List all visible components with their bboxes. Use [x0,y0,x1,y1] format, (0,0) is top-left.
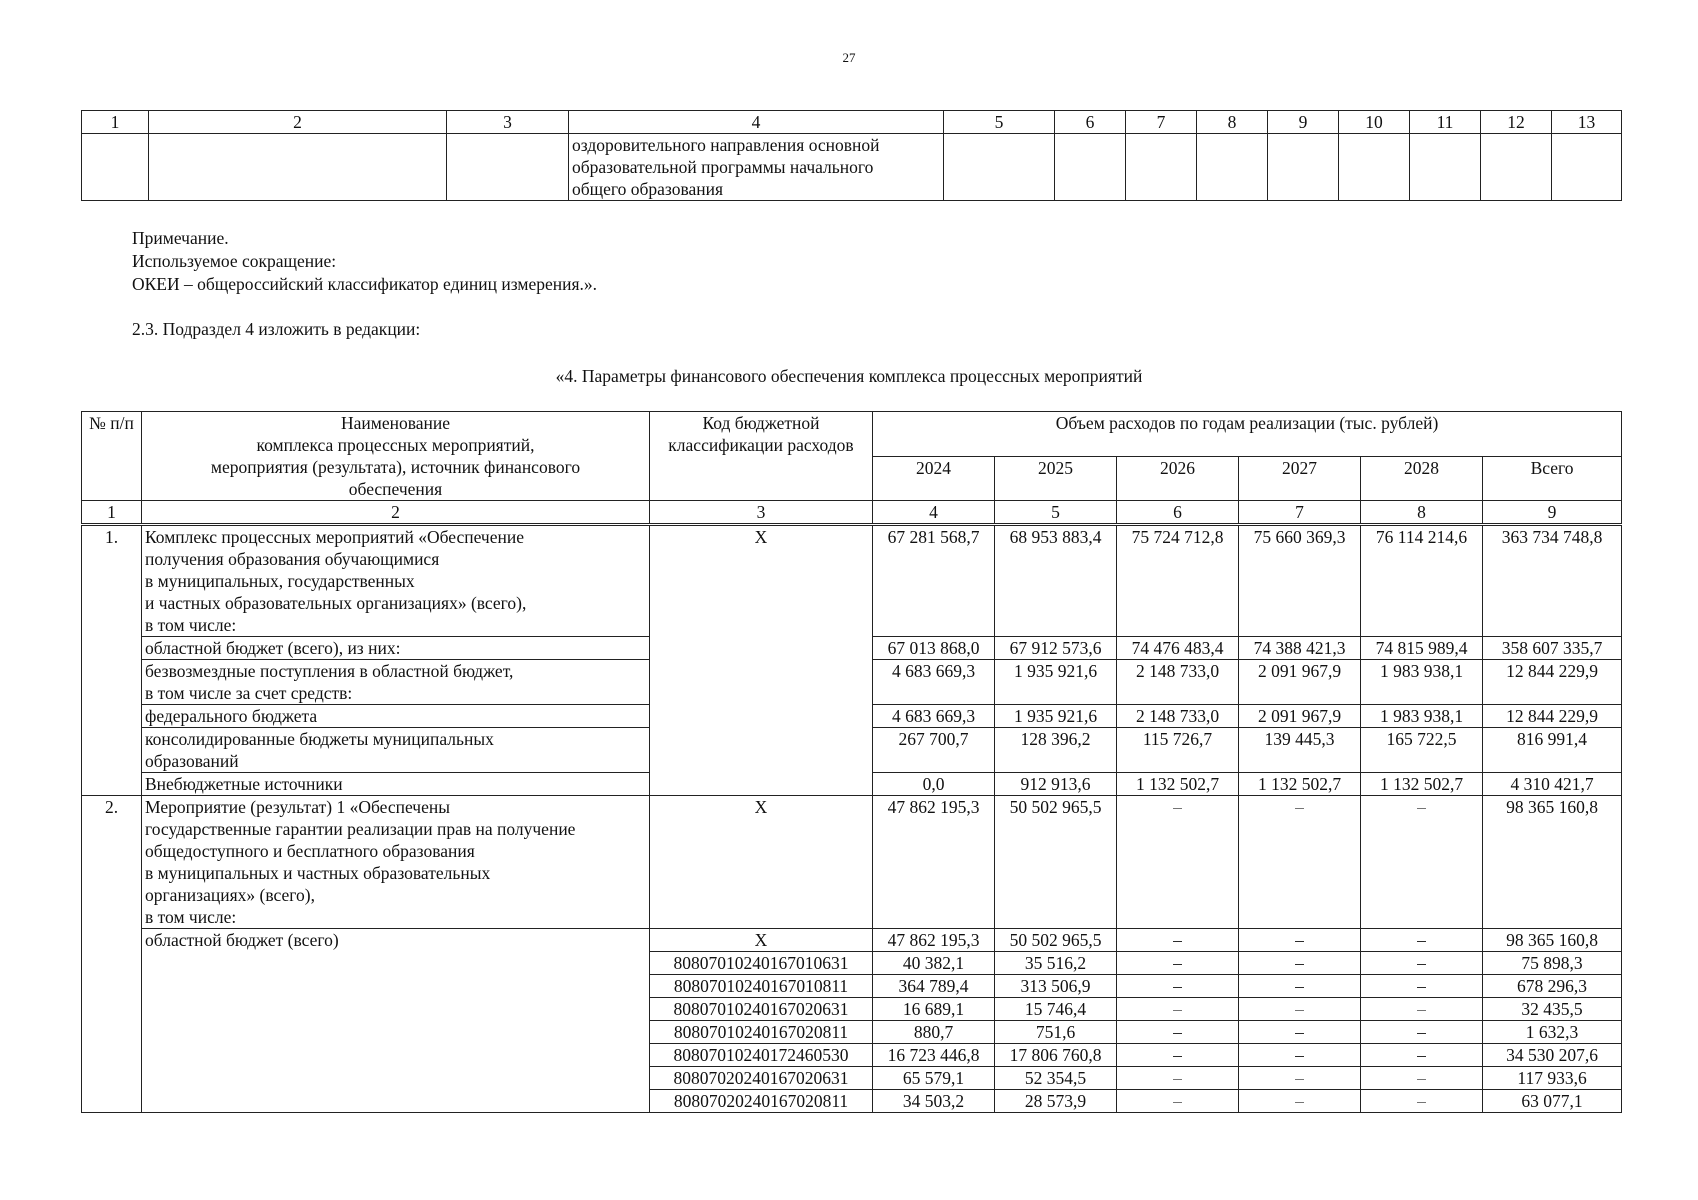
text-line: общего образования [572,179,724,199]
value-cell: 35 516,2 [995,952,1117,975]
value-cell: 15 746,4 [995,998,1117,1021]
col-number: 5 [995,501,1117,525]
value-cell: 34 503,2 [873,1090,995,1113]
header-volume: Объем расходов по годам реализации (тыс. рублей) [873,412,1622,457]
header-year: 2028 [1361,456,1483,501]
value-cell: 2 091 967,9 [1239,705,1361,728]
row-code: 80807010240167010631 [650,952,873,975]
value-cell: 74 476 483,4 [1117,637,1239,660]
value-cell: 115 726,7 [1117,728,1239,773]
header-cell: 13 [1552,111,1622,134]
row-code: 80807010240167020631 [650,998,873,1021]
header-cell: 4 [569,111,944,134]
header-code [650,412,873,501]
value-cell: 2 091 967,9 [1239,660,1361,705]
value-cell: 76 114 214,6 [1361,525,1483,637]
value-cell: 880,7 [873,1021,995,1044]
value-cell: 128 396,2 [995,728,1117,773]
header-cell: 2 [149,111,447,134]
col-number: 7 [1239,501,1361,525]
value-cell: 74 815 989,4 [1361,637,1483,660]
value-cell: – [1239,952,1361,975]
col-number: 4 [873,501,995,525]
text-line: в муниципальных и частных образовательных [145,863,491,883]
col-number-row [82,501,1622,525]
header-cell: 7 [1126,111,1197,134]
text-line: консолидированные бюджеты муниципальных [145,729,494,749]
value-cell: – [1361,1044,1483,1067]
value-cell: 2 148 733,0 [1117,705,1239,728]
value-cell: 65 579,1 [873,1067,995,1090]
table-row [82,525,1622,637]
value-cell: – [1117,952,1239,975]
value-cell: 816 991,4 [1483,728,1622,773]
value-cell: 364 789,4 [873,975,995,998]
empty-cell [1552,134,1622,201]
row-name: федерального бюджета [142,705,650,728]
header-cell: 9 [1268,111,1339,134]
empty-cell [1481,134,1552,201]
header-cell: 10 [1339,111,1410,134]
value-cell: 139 445,3 [1239,728,1361,773]
header-cell: 5 [944,111,1055,134]
value-cell: 32 435,5 [1483,998,1622,1021]
value-cell: 4 683 669,3 [873,705,995,728]
col-number: 8 [1361,501,1483,525]
empty-cell [149,134,447,201]
value-cell: 12 844 229,9 [1483,660,1622,705]
value-cell: 47 862 195,3 [873,796,995,929]
col-number: 1 [82,501,142,525]
value-cell: – [1239,975,1361,998]
value-cell: – [1239,1067,1361,1090]
text-line: Комплекс процессных мероприятий «Обеспечение [145,527,525,547]
amendment-paragraph: 2.3. Подраздел 4 изложить в редакции: [132,319,421,339]
header-line: комплекса процессных мероприятий, [256,435,535,455]
row-name: Внебюджетные источники [142,773,650,796]
value-cell: 2 148 733,0 [1117,660,1239,705]
row-code: 80807020240167020631 [650,1067,873,1090]
row-name: областной бюджет (всего) [142,929,650,1113]
header-line: Код бюджетной [702,413,820,433]
section-title: «4. Параметры финансового обеспечения комплекса процессных мероприятий [555,366,1143,386]
text-line: оздоровительного направления основной [572,135,880,155]
text-line: в том числе: [145,907,237,927]
text-line: образовательной программы начального [572,157,874,177]
header-row [82,111,1622,134]
header-cell: 11 [1410,111,1481,134]
col-number: 6 [1117,501,1239,525]
value-cell: 912 913,6 [995,773,1117,796]
value-cell: 1 632,3 [1483,1021,1622,1044]
header-row [82,412,1622,457]
row-name [142,660,650,705]
col-number: 3 [650,501,873,525]
value-cell: 98 365 160,8 [1483,929,1622,952]
row-name [142,796,650,929]
col-number: 9 [1483,501,1622,525]
text-line: в том числе: [145,615,237,635]
note-line: Примечание. [132,228,229,248]
text-line: безвозмездные поступления в областной бюджет, [145,661,514,681]
header-cell: 3 [447,111,569,134]
empty-cell [1410,134,1481,201]
value-cell: – [1117,1067,1239,1090]
value-cell: 50 502 965,5 [995,929,1117,952]
empty-cell [1268,134,1339,201]
value-cell: – [1117,998,1239,1021]
header-year: 2025 [995,456,1117,501]
value-cell: – [1361,796,1483,929]
value-cell: 67 912 573,6 [995,637,1117,660]
empty-cell [447,134,569,201]
value-cell: 4 310 421,7 [1483,773,1622,796]
value-cell: 678 296,3 [1483,975,1622,998]
header-line: классификации расходов [668,435,854,455]
row-num: 2. [82,796,142,1113]
empty-cell [1197,134,1268,201]
financial-table [81,411,1622,1113]
row-num: 1. [82,525,142,796]
value-cell: 74 388 421,3 [1239,637,1361,660]
header-cell: 1 [82,111,149,134]
value-cell: 17 806 760,8 [995,1044,1117,1067]
value-cell: – [1361,1067,1483,1090]
header-year: 2027 [1239,456,1361,501]
header-cell: 6 [1055,111,1126,134]
value-cell: – [1239,1021,1361,1044]
value-cell: – [1117,975,1239,998]
header-total: Всего [1483,456,1622,501]
value-cell: 1 935 921,6 [995,660,1117,705]
row-code: 80807020240167020811 [650,1090,873,1113]
value-cell: – [1239,1090,1361,1113]
value-cell: – [1117,929,1239,952]
header-line: Наименование [340,413,451,433]
table-row [82,929,1622,952]
header-num: № п/п [82,412,142,501]
value-cell: 67 281 568,7 [873,525,995,637]
row-code: 80807010240172460530 [650,1044,873,1067]
empty-cell [1055,134,1126,201]
row-code: Х [650,929,873,952]
text-line: Мероприятие (результат) 1 «Обеспечены [145,797,450,817]
col-number: 2 [142,501,650,525]
value-cell: – [1361,1090,1483,1113]
empty-cell [1339,134,1410,201]
value-cell: – [1361,1021,1483,1044]
value-cell: 165 722,5 [1361,728,1483,773]
value-cell: 12 844 229,9 [1483,705,1622,728]
value-cell: 98 365 160,8 [1483,796,1622,929]
header-line: мероприятия (результата), источник финансового [210,457,581,477]
value-cell: 1 132 502,7 [1361,773,1483,796]
value-cell: 47 862 195,3 [873,929,995,952]
value-cell: 40 382,1 [873,952,995,975]
value-cell: 358 607 335,7 [1483,637,1622,660]
value-cell: 1 983 938,1 [1361,705,1483,728]
text-line: государственные гарантии реализации прав на получение [145,819,576,839]
value-cell: – [1239,796,1361,929]
value-cell: 1 935 921,6 [995,705,1117,728]
value-cell: 28 573,9 [995,1090,1117,1113]
value-cell: 50 502 965,5 [995,796,1117,929]
value-cell: – [1117,796,1239,929]
text-line: в том числе за счет средств: [145,683,353,703]
continuation-table [81,110,1622,201]
text-cell [569,134,944,201]
row-code: 80807010240167010811 [650,975,873,998]
text-line: и частных образовательных организациях» (всего), [145,593,527,613]
row-name: областной бюджет (всего), из них: [142,637,650,660]
row-code: Х [650,525,873,796]
text-line: в муниципальных, государственных [145,571,415,591]
value-cell: – [1361,998,1483,1021]
value-cell: 16 723 446,8 [873,1044,995,1067]
value-cell: 68 953 883,4 [995,525,1117,637]
value-cell: 751,6 [995,1021,1117,1044]
text-line: общедоступного и бесплатного образования [145,841,475,861]
value-cell: 75 724 712,8 [1117,525,1239,637]
header-year: 2026 [1117,456,1239,501]
value-cell: – [1239,929,1361,952]
empty-cell [1126,134,1197,201]
row-name [142,728,650,773]
header-line: обеспечения [348,479,443,499]
value-cell: – [1117,1021,1239,1044]
note-line: ОКЕИ – общероссийский классификатор единиц измерения.». [132,274,598,294]
value-cell: 63 077,1 [1483,1090,1622,1113]
value-cell: 75 660 369,3 [1239,525,1361,637]
value-cell: 75 898,3 [1483,952,1622,975]
value-cell: 363 734 748,8 [1483,525,1622,637]
value-cell: 34 530 207,6 [1483,1044,1622,1067]
note-line: Используемое сокращение: [132,251,337,271]
value-cell: – [1117,1044,1239,1067]
value-cell: – [1117,1090,1239,1113]
value-cell: 1 983 938,1 [1361,660,1483,705]
text-line: образований [145,751,239,771]
page-number: 27 [842,50,856,65]
row-name [142,525,650,637]
row-code: Х [650,796,873,929]
value-cell: – [1239,1044,1361,1067]
value-cell: 117 933,6 [1483,1067,1622,1090]
table-row [82,134,1622,201]
value-cell: 1 132 502,7 [1117,773,1239,796]
value-cell: 0,0 [873,773,995,796]
value-cell: 1 132 502,7 [1239,773,1361,796]
row-code: 80807010240167020811 [650,1021,873,1044]
header-year: 2024 [873,456,995,501]
value-cell: 67 013 868,0 [873,637,995,660]
value-cell: 16 689,1 [873,998,995,1021]
value-cell: – [1361,929,1483,952]
header-name [142,412,650,501]
header-cell: 12 [1481,111,1552,134]
value-cell: 267 700,7 [873,728,995,773]
header-cell: 8 [1197,111,1268,134]
value-cell: – [1361,952,1483,975]
text-line: получения образования обучающимися [145,549,440,569]
value-cell: – [1361,975,1483,998]
empty-cell [944,134,1055,201]
notes [132,227,597,296]
value-cell: 52 354,5 [995,1067,1117,1090]
value-cell: 313 506,9 [995,975,1117,998]
empty-cell [82,134,149,201]
value-cell: – [1239,998,1361,1021]
value-cell: 4 683 669,3 [873,660,995,705]
text-line: организациях» (всего), [145,885,315,905]
table-row [82,796,1622,929]
